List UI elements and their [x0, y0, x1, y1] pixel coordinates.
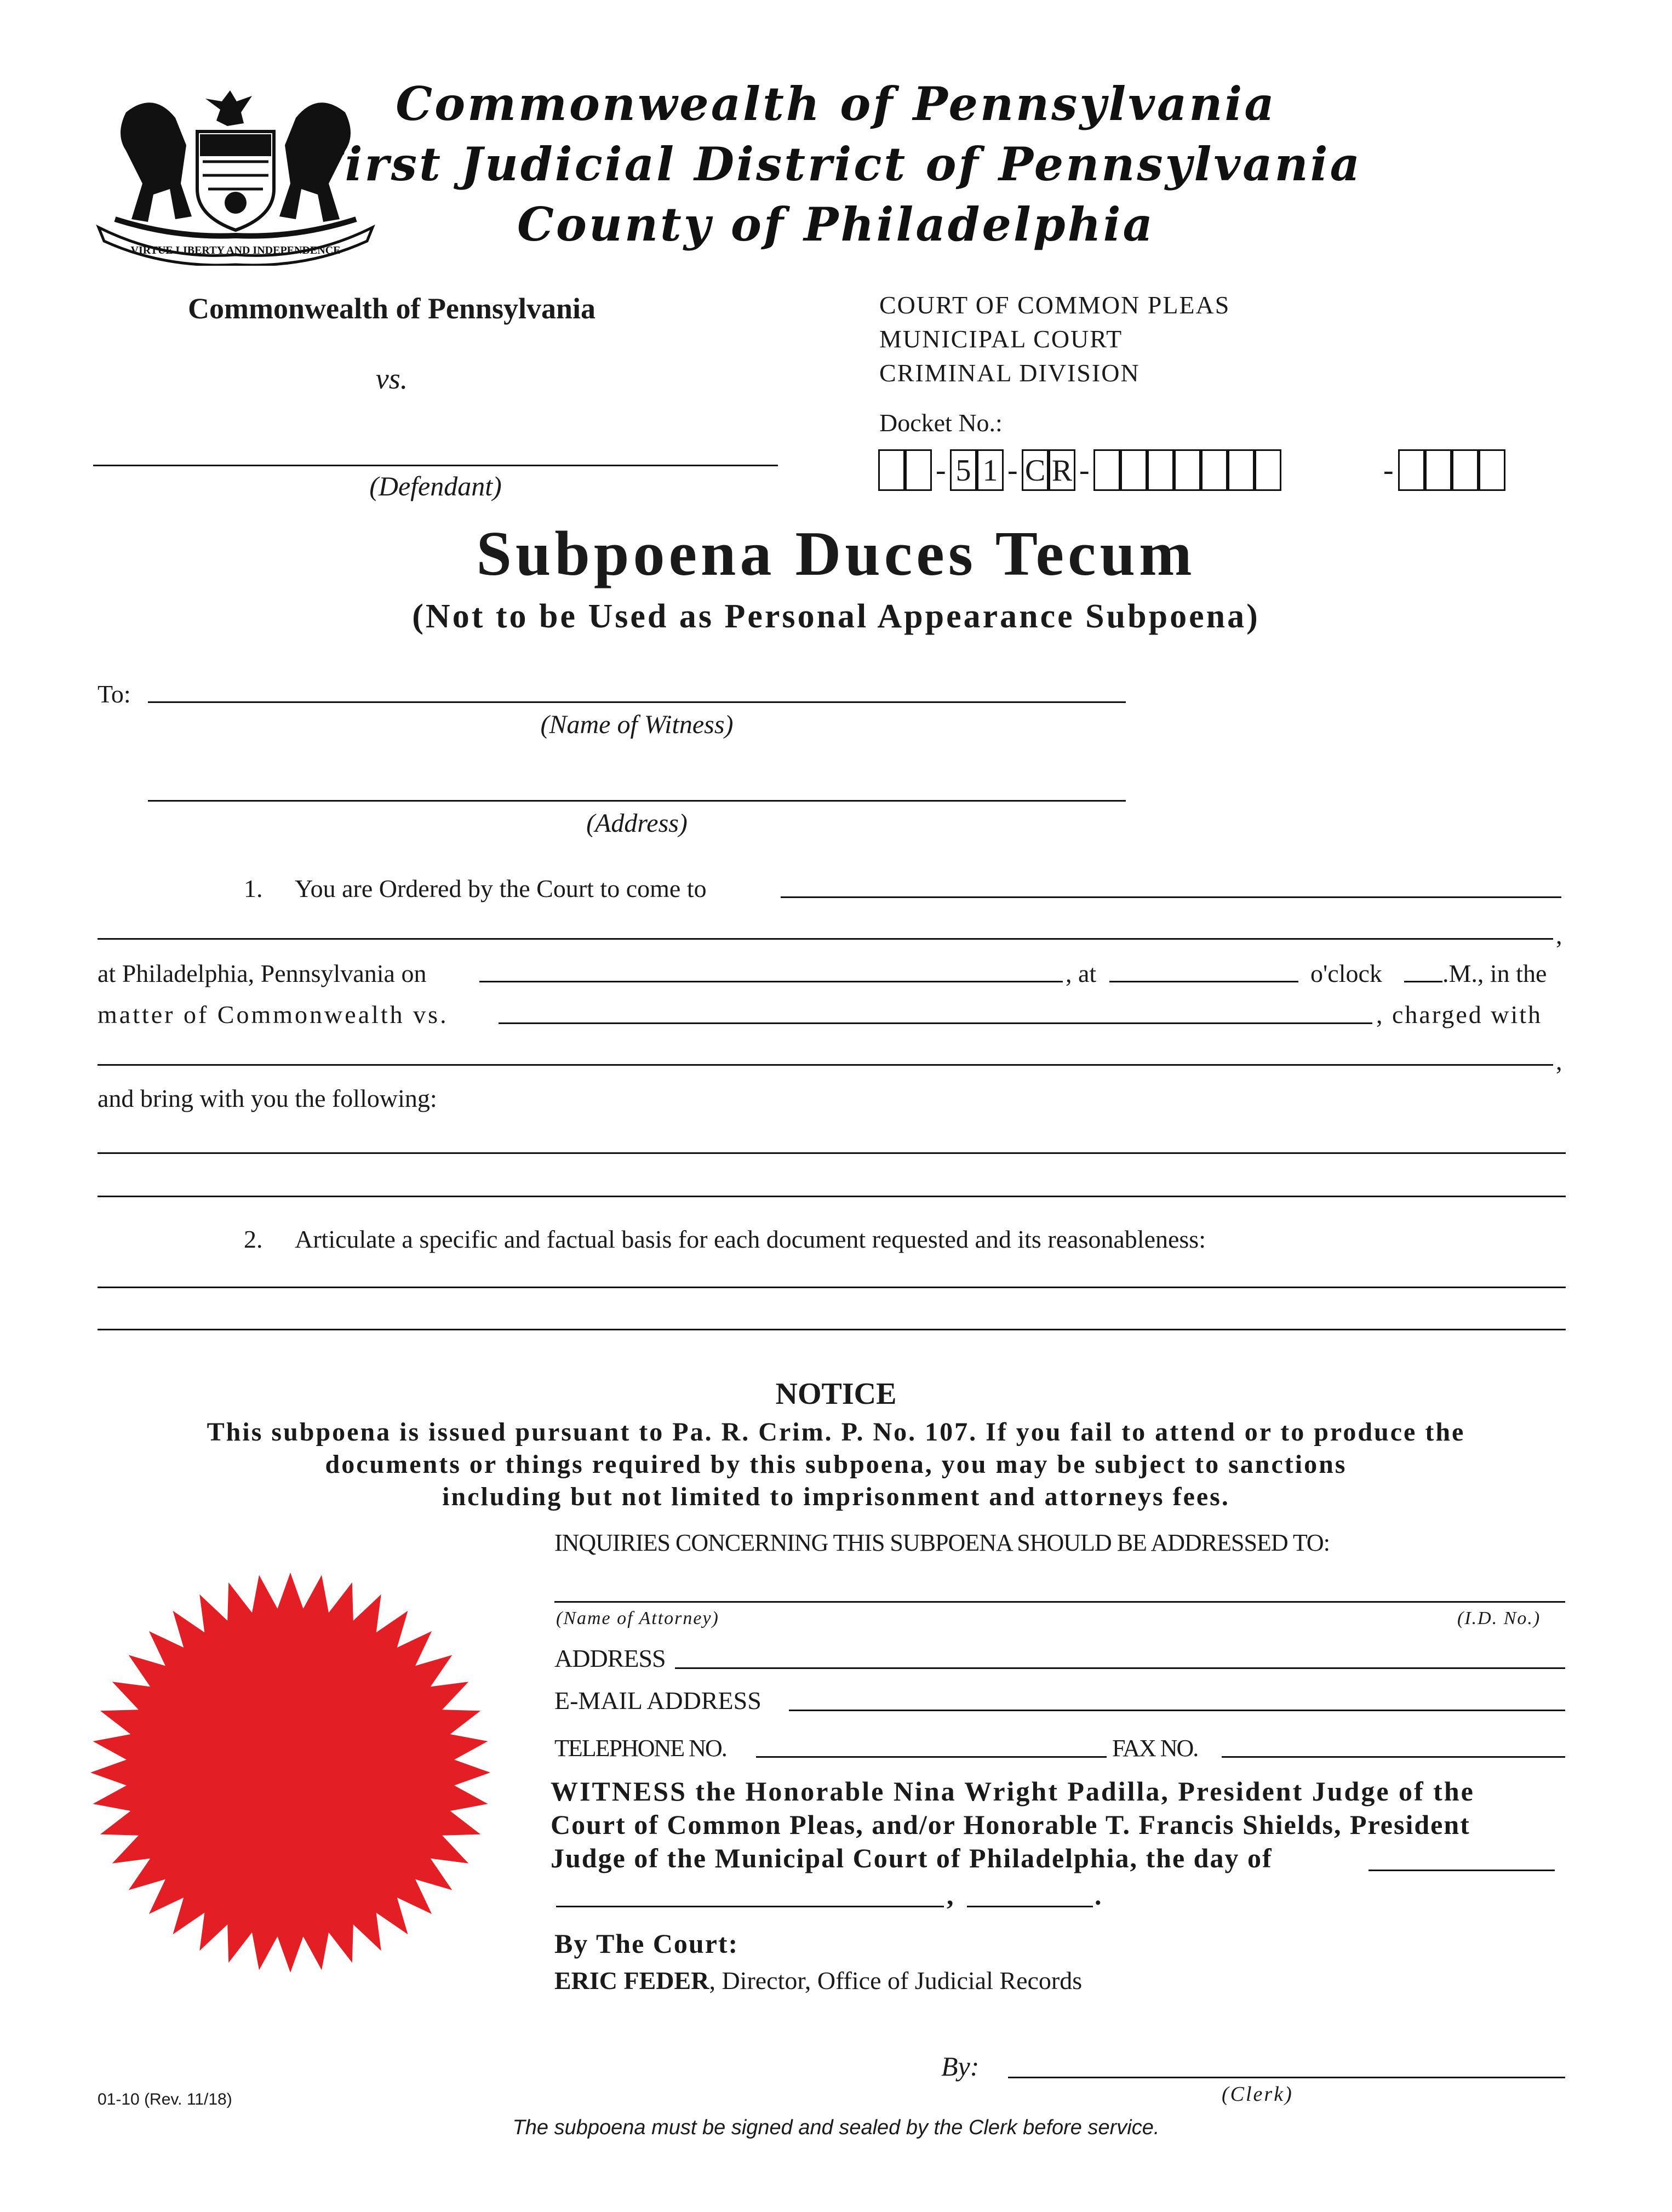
witness-address-line[interactable]: [148, 800, 1126, 802]
witness-address-label: (Address): [586, 809, 688, 838]
attorney-name-line[interactable]: [554, 1601, 1565, 1603]
charges-line[interactable]: [98, 1064, 1553, 1066]
bring-with-text: and bring with you the following:: [98, 1084, 437, 1112]
item-1-text: You are Ordered by the Court to come to: [295, 874, 707, 902]
fax-label: FAX NO.: [1112, 1735, 1198, 1762]
docket-box: R: [1049, 449, 1075, 491]
fax-line[interactable]: [1222, 1756, 1565, 1758]
month-line[interactable]: [556, 1906, 944, 1907]
header-line-2: First Judicial District of Pennsylvania: [310, 137, 1362, 191]
versus-label: vs.: [375, 362, 408, 395]
court-name-municipal: MUNICIPAL COURT: [879, 325, 1123, 353]
witness-name-line[interactable]: [148, 701, 1126, 703]
items-line-1[interactable]: [98, 1152, 1566, 1154]
witness-name-label: (Name of Witness): [540, 710, 734, 739]
by-the-court-label: By The Court:: [554, 1928, 739, 1959]
notice-line-2: documents or things required by this subpoena, you may be subject to sanctions: [325, 1450, 1347, 1479]
document-title: Subpoena Duces Tecum: [476, 519, 1196, 589]
form-number: 01-10 (Rev. 11/18): [98, 2090, 232, 2108]
location-line[interactable]: [781, 896, 1561, 898]
attorney-id-label: (I.D. No.): [1457, 1608, 1541, 1628]
defendant-label: (Defendant): [369, 471, 502, 501]
matter-of-text: matter of Commonwealth vs.: [98, 1001, 449, 1028]
docket-box: 5: [950, 449, 977, 491]
court-name-criminal-division: CRIMINAL DIVISION: [879, 359, 1140, 387]
telephone-line[interactable]: [756, 1756, 1107, 1758]
docket-box: C: [1022, 449, 1049, 491]
attorney-email-line[interactable]: [789, 1710, 1565, 1711]
attorney-name-label: (Name of Attorney): [556, 1608, 719, 1628]
item-1-number: 1.: [244, 874, 263, 902]
to-label: To:: [98, 680, 131, 708]
am-pm-line[interactable]: [1404, 981, 1442, 982]
docket-dash: -: [1079, 453, 1090, 487]
director-name: ERIC FEDER: [554, 1967, 709, 1994]
charges-comma: ,: [1556, 1047, 1562, 1075]
header-line-1: Commonwealth of Pennsylvania: [396, 77, 1276, 131]
charged-with-text: , charged with: [1376, 1001, 1543, 1028]
item-2-number: 2.: [244, 1225, 263, 1253]
defendant-line: [93, 465, 778, 466]
witness-clause-line-1: WITNESS the Honorable Nina Wright Padilla, President Judge of the: [551, 1776, 1475, 1807]
footer-note: The subpoena must be signed and sealed by the Clerk before service.: [512, 2116, 1160, 2139]
by-label: By:: [941, 2051, 980, 2082]
telephone-label: TELEPHONE NO.: [554, 1735, 726, 1762]
clerk-signature-line[interactable]: [1008, 2077, 1565, 2078]
witness-clause-line-2: Court of Common Pleas, and/or Honorable T. Francis Shields, President: [551, 1809, 1470, 1840]
docket-box: 1: [977, 449, 1004, 491]
document-subtitle: (Not to be Used as Personal Appearance Subpoena): [412, 598, 1260, 635]
oclock-text: o'clock: [1310, 959, 1382, 987]
director-signature-block: [554, 1966, 1082, 1995]
docket-box[interactable]: [1479, 449, 1505, 491]
year-line[interactable]: [967, 1906, 1093, 1907]
docket-dash: -: [1383, 453, 1394, 487]
court-seal-placeholder: [88, 1570, 493, 1975]
clerk-label: (Clerk): [1222, 2083, 1293, 2106]
seal-motto: VIRTUE LIBERTY AND INDEPENDENCE: [130, 244, 341, 256]
witness-clause-line-3: Judge of the Municipal Court of Philadelphia, the day of: [551, 1843, 1273, 1873]
time-line[interactable]: [1109, 981, 1298, 982]
location-comma: ,: [1556, 921, 1562, 949]
red-seal-starburst: [90, 1573, 490, 1973]
location-line-2[interactable]: [98, 938, 1553, 940]
docket-box[interactable]: [1093, 449, 1120, 491]
docket-box[interactable]: [1228, 449, 1255, 491]
address-label: ADDRESS: [554, 1644, 666, 1672]
date-line[interactable]: [479, 981, 1063, 982]
docket-dash: -: [936, 453, 946, 487]
docket-box[interactable]: [1452, 449, 1479, 491]
inquiries-heading: INQUIRIES CONCERNING THIS SUBPOENA SHOULD BE ADDRESSED TO:: [554, 1529, 1330, 1556]
docket-box[interactable]: [1174, 449, 1201, 491]
court-name-common-pleas: COURT OF COMMON PLEAS: [879, 291, 1230, 319]
docket-box[interactable]: [1255, 449, 1281, 491]
date-comma: ,: [947, 1880, 954, 1911]
attorney-address-line[interactable]: [675, 1667, 1565, 1669]
basis-line-1[interactable]: [98, 1287, 1566, 1288]
at-philadelphia-text: at Philadelphia, Pennsylvania on: [98, 959, 427, 987]
email-label: E-MAIL ADDRESS: [554, 1687, 761, 1714]
director-title: , Director, Office of Judicial Records: [709, 1967, 1083, 1994]
docket-box[interactable]: [1398, 449, 1425, 491]
item-2-text: Articulate a specific and factual basis for each document requested and its reasonableness:: [295, 1225, 1206, 1253]
docket-label: Docket No.:: [879, 409, 1003, 437]
at-text: , at: [1066, 959, 1097, 987]
defendant-name-line[interactable]: [499, 1022, 1372, 1024]
docket-box[interactable]: [1425, 449, 1452, 491]
date-period: .: [1095, 1880, 1102, 1911]
docket-box[interactable]: [1147, 449, 1174, 491]
plaintiff-name: Commonwealth of Pennsylvania: [187, 292, 596, 325]
docket-box[interactable]: [1201, 449, 1228, 491]
items-line-2[interactable]: [98, 1196, 1566, 1197]
docket-box[interactable]: [1120, 449, 1147, 491]
basis-line-2[interactable]: [98, 1329, 1566, 1330]
notice-line-3: including but not limited to imprisonment and attorneys fees.: [442, 1482, 1230, 1511]
day-line[interactable]: [1368, 1870, 1555, 1871]
docket-dash: -: [1007, 453, 1018, 487]
notice-line-1: This subpoena is issued pursuant to Pa. R. Crim. P. No. 107. If you fail to attend or to produce the: [207, 1417, 1465, 1447]
header-line-3: County of Philadelphia: [517, 197, 1155, 252]
docket-box[interactable]: [905, 449, 932, 491]
m-in-the-text: .M., in the: [1442, 959, 1547, 987]
docket-box[interactable]: [878, 449, 905, 491]
notice-heading: NOTICE: [775, 1377, 897, 1411]
